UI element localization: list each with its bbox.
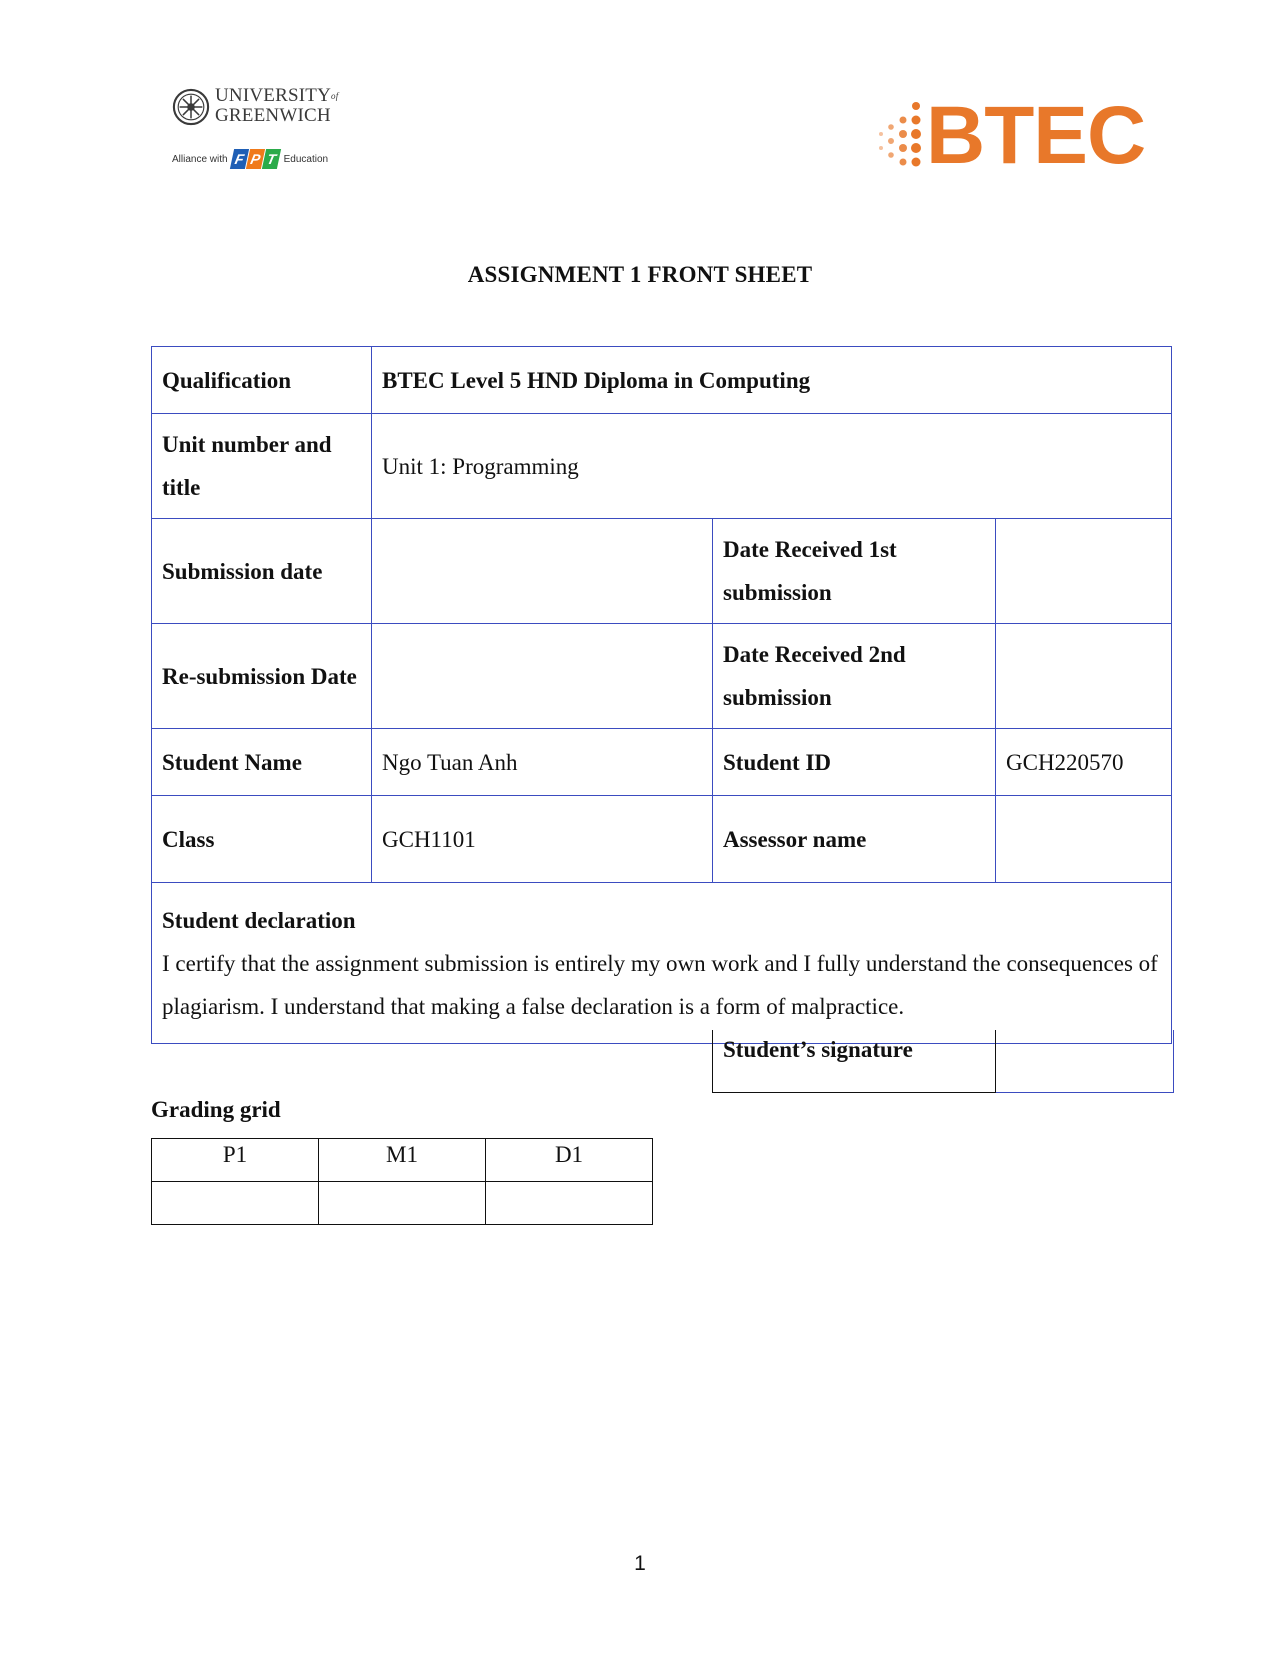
table-row (152, 1139, 653, 1182)
grade-header-m1: M1 (319, 1139, 486, 1182)
btec-logo (876, 90, 1146, 181)
btec-dots-icon (876, 100, 928, 176)
grade-cell-m1[interactable] (319, 1182, 486, 1225)
student-id-label: Student ID (713, 729, 996, 796)
date-received-1st-value[interactable] (996, 519, 1172, 624)
table-row (152, 347, 1172, 414)
university-greenwich-logo (172, 86, 352, 178)
grading-grid (151, 1138, 653, 1225)
table-row (152, 624, 1172, 729)
submission-date-label: Submission date (152, 519, 372, 624)
alliance-prefix: Alliance with (172, 153, 228, 165)
signature-field[interactable] (996, 1030, 1174, 1093)
date-received-2nd-label: Date Received 2nd submission (713, 624, 996, 729)
student-id-value: GCH220570 (996, 729, 1172, 796)
signature-table (712, 1030, 1174, 1093)
table-row (152, 1182, 653, 1225)
table-row (713, 1030, 1174, 1093)
table-row (152, 519, 1172, 624)
student-name-value: Ngo Tuan Anh (372, 729, 713, 796)
date-received-1st-label: Date Received 1st submission (713, 519, 996, 624)
alliance-suffix: Education (283, 153, 329, 165)
table-row (152, 883, 1172, 1044)
assessor-name-label: Assessor name (713, 796, 996, 883)
grade-header-p1: P1 (152, 1139, 319, 1182)
class-label: Class (152, 796, 372, 883)
qualification-label: Qualification (152, 347, 372, 414)
date-received-2nd-value[interactable] (996, 624, 1172, 729)
qualification-value: BTEC Level 5 HND Diploma in Computing (372, 347, 1172, 414)
resubmission-date-label: Re-submission Date (152, 624, 372, 729)
table-row (152, 729, 1172, 796)
university-name: UNIVERSITYof GREENWICH (215, 85, 339, 127)
declaration-text: I certify that the assignment submission is entirely my own work and I fully understand the consequences of plagiarism. I understand that making a false declaration is a form of malpractice. (162, 950, 1158, 1019)
btec-wordmark: BTEC (926, 90, 1146, 181)
resubmission-date-value[interactable] (372, 624, 713, 729)
page-number: 1 (634, 1552, 646, 1575)
grading-grid-title: Grading grid (151, 1097, 281, 1122)
grade-cell-d1[interactable] (486, 1182, 653, 1225)
page-title: ASSIGNMENT 1 FRONT SHEET (467, 262, 813, 287)
fpt-alliance (172, 148, 328, 170)
class-value: GCH1101 (372, 796, 713, 883)
student-name-label: Student Name (152, 729, 372, 796)
university-seal-icon (172, 88, 210, 126)
grade-cell-p1[interactable] (152, 1182, 319, 1225)
assessor-name-value[interactable] (996, 796, 1172, 883)
table-row (152, 414, 1172, 519)
submission-date-value[interactable] (372, 519, 713, 624)
table-row (152, 796, 1172, 883)
unit-label: Unit number and title (152, 414, 372, 519)
grade-header-d1: D1 (486, 1139, 653, 1182)
declaration-heading: Student declaration (162, 907, 356, 933)
fpt-logo: F P T (232, 149, 280, 169)
unit-value: Unit 1: Programming (372, 414, 1172, 519)
student-declaration (152, 883, 1172, 1044)
signature-label: Student’s signature (713, 1030, 996, 1093)
front-sheet-table (151, 346, 1172, 1044)
